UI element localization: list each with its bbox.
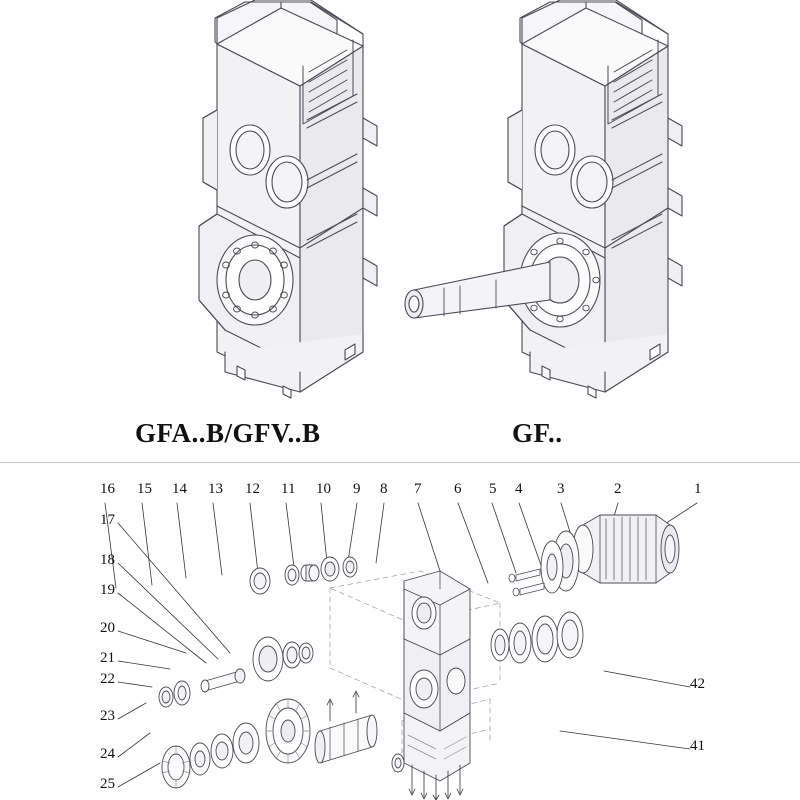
callout-13: 13	[208, 481, 223, 497]
exploded-diagram-section	[0, 463, 800, 800]
callout-23: 23	[100, 708, 115, 724]
callout-41: 41	[690, 738, 705, 754]
callout-14: 14	[172, 481, 187, 497]
callout-24: 24	[100, 746, 115, 762]
callout-12: 12	[245, 481, 260, 497]
callout-20: 20	[100, 620, 115, 636]
callout-3: 3	[557, 481, 565, 497]
caption-gearbox-right: GF..	[512, 418, 563, 448]
callout-16: 16	[100, 481, 115, 497]
caption-gearbox-left: GFA..B/GFV..B	[135, 418, 321, 448]
callout-11: 11	[281, 481, 296, 497]
callout-4: 4	[515, 481, 523, 497]
callout-5: 5	[489, 481, 497, 497]
callout-10: 10	[316, 481, 331, 497]
callout-6: 6	[454, 481, 462, 497]
callout-7: 7	[414, 481, 422, 497]
callout-42: 42	[690, 676, 705, 692]
callout-18: 18	[100, 552, 115, 568]
callout-15: 15	[137, 481, 152, 497]
gearbox-drawing-right	[400, 0, 730, 400]
callout-22: 22	[100, 671, 115, 687]
callout-9: 9	[353, 481, 361, 497]
callout-8: 8	[380, 481, 388, 497]
callout-2: 2	[614, 481, 622, 497]
exploded-diagram-svg	[0, 463, 800, 800]
callout-25: 25	[100, 776, 115, 792]
callout-21: 21	[100, 650, 115, 666]
callout-1: 1	[694, 481, 702, 497]
callout-19: 19	[100, 582, 115, 598]
gearbox-drawing-left	[95, 0, 405, 400]
callout-17: 17	[100, 512, 115, 528]
